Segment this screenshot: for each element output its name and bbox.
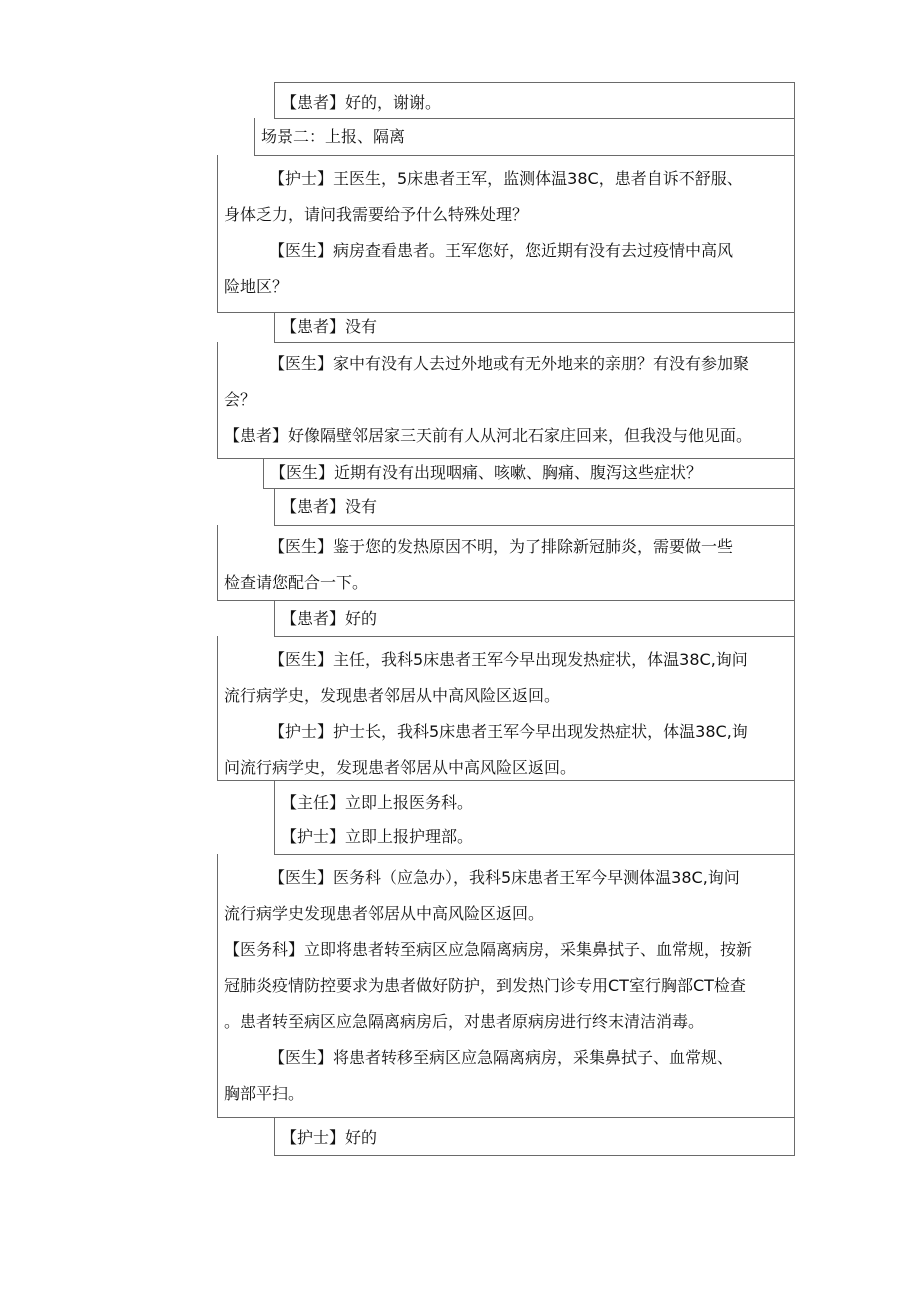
dialogue-block-doctor-exam bbox=[217, 525, 795, 601]
dialogue-line: 【患者】没有 bbox=[281, 317, 378, 336]
dialogue-line: 身体乏力，请问我需要给予什么特殊处理？ bbox=[224, 205, 529, 224]
dialogue-line: 【医生】将患者转移至病区应急隔离病房，采集鼻拭子、血常规、 bbox=[269, 1048, 734, 1067]
dialogue-block-patient-no-2 bbox=[274, 488, 795, 526]
dialogue-line: 问流行病学史，发现患者邻居从中高风险区返回。 bbox=[224, 758, 577, 777]
dialogue-block-report-up bbox=[274, 780, 795, 855]
dialogue-line: 【护士】王医生，5床患者王军，监测体温38C，患者自诉不舒服、 bbox=[269, 169, 743, 188]
dialogue-line: 【医生】病房查看患者。王军您好，您近期有没有去过疫情中高风 bbox=[269, 241, 734, 260]
dialogue-line: 会？ bbox=[224, 390, 257, 409]
dialogue-line: 流行病学史，发现患者邻居从中高风险区返回。 bbox=[224, 686, 561, 705]
dialogue-line: 【医生】医务科（应急办），我科5床患者王军今早测体温38C,询问 bbox=[269, 868, 740, 887]
dialogue-line: 【医生】家中有没有人去过外地或有无外地来的亲朋？有没有参加聚 bbox=[269, 354, 750, 373]
dialogue-line: 【患者】没有 bbox=[281, 497, 378, 516]
scene-heading: 场景二：上报、隔离 bbox=[261, 127, 406, 146]
dialogue-block-patient-ok bbox=[274, 600, 795, 637]
scene-heading-block bbox=[254, 118, 795, 156]
dialogue-block-doctor-contacts bbox=[217, 342, 795, 459]
dialogue-block-nurse-ok bbox=[274, 1117, 795, 1156]
dialogue-block-report-director bbox=[217, 636, 795, 781]
dialogue-line: 【护士】护士长，我科5床患者王军今早出现发热症状，体温38C,询 bbox=[269, 722, 748, 741]
dialogue-line: 冠肺炎疫情防控要求为患者做好防护，到发热门诊专用CT室行胸部CT检查 bbox=[224, 976, 746, 995]
dialogue-line: 【患者】好像隔壁邻居家三天前有人从河北石家庄回来，但我没与他见面。 bbox=[224, 426, 753, 445]
dialogue-line: 【护士】立即上报护理部。 bbox=[281, 827, 474, 846]
dialogue-block-nurse-report bbox=[217, 155, 795, 313]
dialogue-line: 【患者】好的，谢谢。 bbox=[281, 93, 442, 112]
dialogue-line: 流行病学史发现患者邻居从中高风险区返回。 bbox=[224, 904, 545, 923]
dialogue-block-patient-thanks bbox=[274, 82, 795, 119]
dialogue-line: 【医生】鉴于您的发热原因不明，为了排除新冠肺炎，需要做一些 bbox=[269, 537, 734, 556]
dialogue-line: 【患者】好的 bbox=[281, 609, 378, 628]
dialogue-line: 检查请您配合一下。 bbox=[224, 573, 369, 592]
dialogue-line: 【医生】近期有没有出现咽痛、咳嗽、胸痛、腹泻这些症状？ bbox=[270, 463, 703, 482]
dialogue-line: 。患者转至病区应急隔离病房后，对患者原病房进行终末清洁消毒。 bbox=[224, 1012, 705, 1031]
dialogue-line: 【医务科】立即将患者转至病区应急隔离病房，采集鼻拭子、血常规，按新 bbox=[224, 940, 753, 959]
dialogue-block-doctor-symptoms bbox=[263, 458, 795, 489]
dialogue-block-medical-affairs bbox=[217, 854, 795, 1118]
dialogue-line: 胸部平扫。 bbox=[224, 1084, 305, 1103]
dialogue-line: 【医生】主任，我科5床患者王军今早出现发热症状，体温38C,询问 bbox=[269, 650, 748, 669]
dialogue-block-patient-no-1 bbox=[274, 312, 795, 343]
dialogue-line: 【主任】立即上报医务科。 bbox=[281, 793, 474, 812]
dialogue-line: 险地区？ bbox=[224, 277, 289, 296]
dialogue-line: 【护士】好的 bbox=[281, 1128, 378, 1147]
